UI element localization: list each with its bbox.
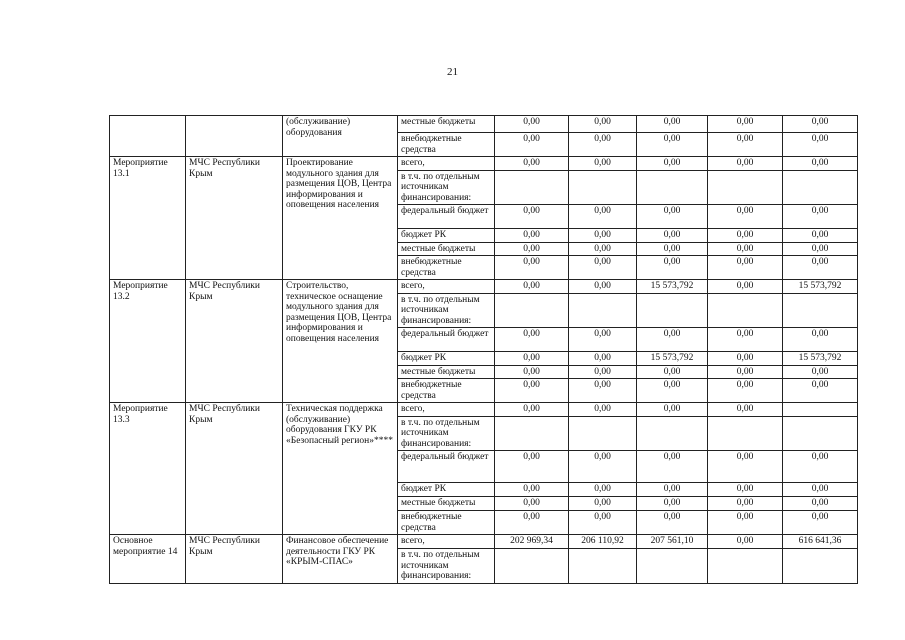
- table-row: [110, 157, 858, 171]
- amount-cell: 0,00: [708, 116, 783, 133]
- event-cell: Мероприятие 13.1: [110, 157, 186, 280]
- amount-cell: 0,00: [495, 328, 569, 352]
- executor-cell: МЧС Республики Крым: [186, 280, 283, 403]
- amount-cell: 206 110,92: [569, 535, 637, 549]
- description-cell: Строительство, техническое оснащение модульного здания для размещения ЦОВ, Центра информирования и оповещения населения: [283, 280, 398, 403]
- amount-cell: 0,00: [708, 379, 783, 403]
- amount-cell: 0,00: [637, 157, 708, 171]
- executor-cell: [186, 116, 283, 157]
- amount-cell: 0,00: [495, 256, 569, 280]
- amount-cell: 0,00: [495, 365, 569, 379]
- amount-cell: 0,00: [495, 403, 569, 417]
- amount-cell: 0,00: [569, 133, 637, 157]
- amount-cell: 0,00: [783, 483, 858, 497]
- amount-cell: 0,00: [783, 157, 858, 171]
- amount-cell: 0,00: [637, 328, 708, 352]
- amount-cell: 0,00: [783, 116, 858, 133]
- description-cell: Проектирование модульного здания для размещения ЦОВ, Центра информирования и оповещения населения: [283, 157, 398, 280]
- amount-cell: 0,00: [783, 205, 858, 229]
- funding-source-cell: местные бюджеты: [398, 365, 495, 379]
- amount-cell: 0,00: [708, 352, 783, 366]
- amount-cell: [637, 170, 708, 205]
- event-cell: Основное мероприятие 14: [110, 535, 186, 584]
- amount-cell: 0,00: [708, 205, 783, 229]
- amount-cell: 0,00: [569, 403, 637, 417]
- amount-cell: 0,00: [495, 133, 569, 157]
- amount-cell: 0,00: [495, 157, 569, 171]
- amount-cell: [783, 549, 858, 584]
- funding-source-cell: федеральный бюджет: [398, 451, 495, 483]
- amount-cell: 0,00: [569, 352, 637, 366]
- amount-cell: [708, 549, 783, 584]
- amount-cell: 207 561,10: [637, 535, 708, 549]
- amount-cell: 0,00: [495, 116, 569, 133]
- amount-cell: 0,00: [783, 229, 858, 243]
- funding-source-cell: всего,: [398, 403, 495, 417]
- event-cell: Мероприятие 13.2: [110, 280, 186, 403]
- funding-source-cell: всего,: [398, 280, 495, 294]
- executor-cell: МЧС Республики Крым: [186, 403, 283, 535]
- executor-cell: МЧС Республики Крым: [186, 535, 283, 584]
- amount-cell: 0,00: [708, 511, 783, 535]
- funding-source-cell: внебюджетные средства: [398, 133, 495, 157]
- amount-cell: [495, 416, 569, 451]
- amount-cell: 0,00: [708, 403, 783, 417]
- funding-source-cell: всего,: [398, 157, 495, 171]
- amount-cell: 0,00: [708, 365, 783, 379]
- amount-cell: 0,00: [495, 451, 569, 483]
- amount-cell: 0,00: [783, 497, 858, 511]
- amount-cell: 15 573,792: [783, 352, 858, 366]
- funding-source-cell: местные бюджеты: [398, 116, 495, 133]
- amount-cell: [569, 293, 637, 328]
- amount-cell: [569, 416, 637, 451]
- amount-cell: 0,00: [637, 365, 708, 379]
- funding-source-cell: федеральный бюджет: [398, 328, 495, 352]
- funding-source-cell: местные бюджеты: [398, 497, 495, 511]
- amount-cell: 0,00: [569, 280, 637, 294]
- amount-cell: 0,00: [569, 328, 637, 352]
- amount-cell: 15 573,792: [783, 280, 858, 294]
- amount-cell: 15 573,792: [637, 352, 708, 366]
- amount-cell: 0,00: [637, 511, 708, 535]
- amount-cell: 0,00: [495, 242, 569, 256]
- amount-cell: [569, 549, 637, 584]
- amount-cell: 0,00: [495, 205, 569, 229]
- amount-cell: 0,00: [637, 483, 708, 497]
- amount-cell: 0,00: [495, 280, 569, 294]
- amount-cell: 0,00: [569, 242, 637, 256]
- amount-cell: 0,00: [637, 205, 708, 229]
- amount-cell: 0,00: [569, 483, 637, 497]
- amount-cell: [495, 170, 569, 205]
- description-cell: Финансовое обеспечение деятельности ГКУ РК «КРЫМ-СПАС»: [283, 535, 398, 584]
- funding-source-cell: в т.ч. по отдельным источникам финансирования:: [398, 293, 495, 328]
- amount-cell: 0,00: [637, 116, 708, 133]
- funding-source-cell: всего,: [398, 535, 495, 549]
- funding-source-cell: в т.ч. по отдельным источникам финансирования:: [398, 416, 495, 451]
- amount-cell: [637, 293, 708, 328]
- amount-cell: [783, 416, 858, 451]
- amount-cell: 0,00: [708, 535, 783, 549]
- table-row: [110, 403, 858, 417]
- amount-cell: [637, 416, 708, 451]
- table-row: [110, 535, 858, 549]
- amount-cell: 0,00: [783, 365, 858, 379]
- amount-cell: 0,00: [637, 256, 708, 280]
- amount-cell: 0,00: [708, 280, 783, 294]
- amount-cell: 0,00: [708, 451, 783, 483]
- amount-cell: 0,00: [708, 242, 783, 256]
- amount-cell: 0,00: [708, 229, 783, 243]
- amount-cell: [708, 416, 783, 451]
- amount-cell: 0,00: [569, 256, 637, 280]
- amount-cell: [708, 293, 783, 328]
- event-cell: [110, 116, 186, 157]
- amount-cell: 0,00: [708, 497, 783, 511]
- amount-cell: 0,00: [569, 511, 637, 535]
- amount-cell: 0,00: [495, 379, 569, 403]
- amount-cell: 0,00: [783, 451, 858, 483]
- amount-cell: 0,00: [783, 133, 858, 157]
- amount-cell: 0,00: [569, 116, 637, 133]
- amount-cell: [637, 549, 708, 584]
- amount-cell: 0,00: [495, 483, 569, 497]
- table-row: [110, 116, 858, 133]
- amount-cell: [783, 293, 858, 328]
- page-number: 21: [447, 66, 458, 78]
- amount-cell: 202 969,34: [495, 535, 569, 549]
- amount-cell: 0,00: [637, 242, 708, 256]
- amount-cell: 0,00: [783, 511, 858, 535]
- financing-table: [109, 115, 858, 584]
- funding-source-cell: внебюджетные средства: [398, 256, 495, 280]
- description-cell: (обслуживание) оборудования: [283, 116, 398, 157]
- funding-source-cell: внебюджетные средства: [398, 379, 495, 403]
- funding-source-cell: бюджет РК: [398, 483, 495, 497]
- amount-cell: 0,00: [569, 157, 637, 171]
- amount-cell: 0,00: [708, 483, 783, 497]
- amount-cell: 616 641,36: [783, 535, 858, 549]
- amount-cell: 0,00: [495, 511, 569, 535]
- amount-cell: 0,00: [569, 365, 637, 379]
- funding-source-cell: бюджет РК: [398, 352, 495, 366]
- executor-cell: МЧС Республики Крым: [186, 157, 283, 280]
- amount-cell: [783, 170, 858, 205]
- amount-cell: 0,00: [637, 451, 708, 483]
- amount-cell: 0,00: [708, 133, 783, 157]
- amount-cell: 0,00: [569, 497, 637, 511]
- funding-source-cell: в т.ч. по отдельным источникам финансирования:: [398, 170, 495, 205]
- amount-cell: 0,00: [783, 256, 858, 280]
- funding-source-cell: федеральный бюджет: [398, 205, 495, 229]
- description-cell: Техническая поддержка (обслуживание) оборудования ГКУ РК «Безопасный регион»****: [283, 403, 398, 535]
- amount-cell: 0,00: [569, 451, 637, 483]
- amount-cell: 0,00: [637, 497, 708, 511]
- amount-cell: 0,00: [569, 205, 637, 229]
- amount-cell: [783, 403, 858, 417]
- amount-cell: [495, 549, 569, 584]
- amount-cell: 0,00: [708, 157, 783, 171]
- amount-cell: 0,00: [569, 229, 637, 243]
- amount-cell: [495, 293, 569, 328]
- amount-cell: 0,00: [783, 379, 858, 403]
- funding-source-cell: местные бюджеты: [398, 242, 495, 256]
- amount-cell: 0,00: [637, 229, 708, 243]
- amount-cell: [708, 170, 783, 205]
- table-row: [110, 280, 858, 294]
- amount-cell: 0,00: [708, 256, 783, 280]
- amount-cell: [569, 170, 637, 205]
- funding-source-cell: в т.ч. по отдельным источникам финансирования:: [398, 549, 495, 584]
- amount-cell: 0,00: [783, 328, 858, 352]
- amount-cell: 0,00: [637, 379, 708, 403]
- amount-cell: 0,00: [637, 133, 708, 157]
- amount-cell: 0,00: [569, 379, 637, 403]
- funding-source-cell: внебюджетные средства: [398, 511, 495, 535]
- event-cell: Мероприятие 13.3: [110, 403, 186, 535]
- amount-cell: 0,00: [783, 242, 858, 256]
- funding-source-cell: бюджет РК: [398, 229, 495, 243]
- amount-cell: 0,00: [495, 229, 569, 243]
- amount-cell: 0,00: [637, 403, 708, 417]
- amount-cell: 0,00: [495, 497, 569, 511]
- amount-cell: 0,00: [495, 352, 569, 366]
- amount-cell: 0,00: [708, 328, 783, 352]
- amount-cell: 15 573,792: [637, 280, 708, 294]
